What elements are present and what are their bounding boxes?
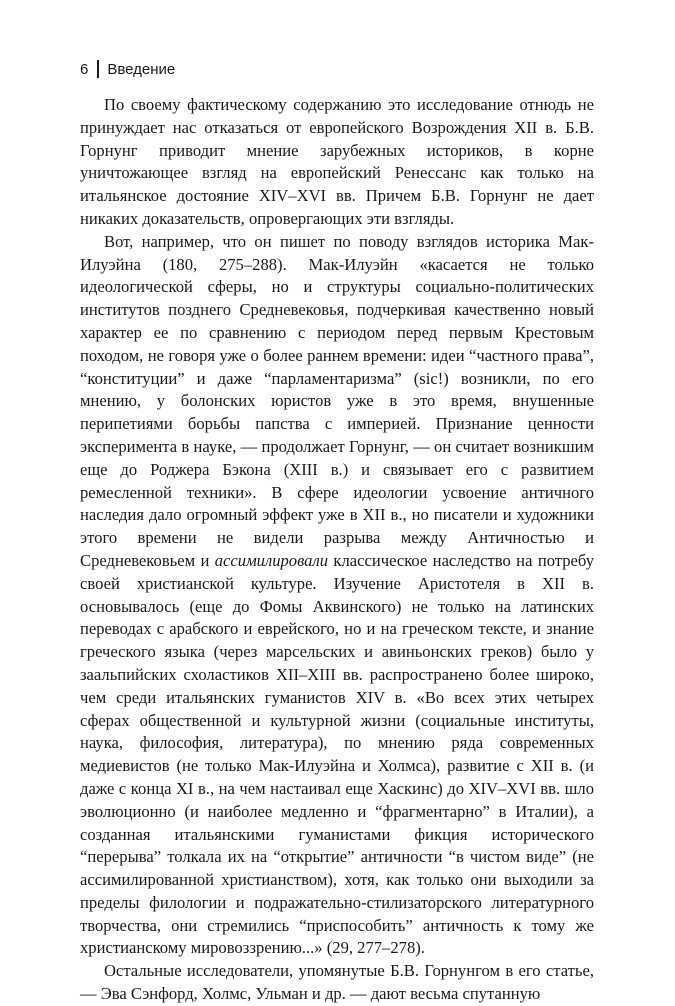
paragraph-3 — [80, 960, 594, 1006]
paragraph-2-text-after-italic: классическое наследство на потребу своей христианской культуре. Изучение Аристотеля в XII в. основывалось (еще до Фомы Аквинского) не только на латинских переводах с арабского и еврейского, но и на греческом тексте, и знание греческого языка (через марсельских и авиньонских греков) было у заальпийских схоластиков XII–XIII вв. распространено более широко, чем среди итальянских гуманистов XIV в. «Во всех этих четырех сферах общественной и культурной жизни (социальные институты, наука, философия, литература), по мнению ряда современных медиевистов (не только Мак-Илуэйна и Холмса), развитие с XII в. (и даже с конца XI в., на чем настаивал еще Хаскинс) до XIV–XVI вв. шло эволюционно (и наиболее медленно и “фрагментарно” в Италии), а созданная итальянскими гуманистами фикция исторического “перерыва” толкала их на “открытие” античности “в чистом виде” (не ассимилированной христианством), хотя, как только они выходили за пределы филологии и подражательно-стилизаторского литературного творчества, они стремились “приспособить” античность к тому же христианскому мировоззрению...» (29, 277–278). — [80, 550, 595, 958]
header-separator — [97, 60, 99, 78]
section-title: Введение — [107, 60, 176, 78]
paragraph-2 — [80, 231, 594, 961]
paragraph-2-italic-word: ассимилировали — [214, 550, 329, 570]
paragraph-2-text-before-italic: Вот, например, что он пишет по поводу взглядов историка Мак-Илуэйна (180, 275–288). Мак-Илуэйн «касается не только идеологической сферы, но и структуры социально-политических институтов позднего Средневековья, подчеркивая качественно новый характер ее по сравнению с периодом перед первым Крестовым походом, не говоря уже о более раннем времени: идеи “частного права”, “конституции” и даже “парламентаризма” (sic!) возникли, по его мнению, у болонских юристов уже в это время, внушенные перипетиями борьбы папства с империей. Признание ценности эксперимента в науке, — продолжает Горнунг, — он считает возникшим еще до Роджера Бэкона (XIII в.) и связывает его с развитием ремесленной техники». В сфере идеологии усвоение античного наследия дало огромный эффект уже в XII в., но писатели и художники этого времени не видели разрыва между Античностью и Средневековьем и — [80, 231, 594, 570]
paragraph-1-text: По своему фактическому содержанию это исследование отнюдь не принуждает нас отказаться от европейского Возрождения XII в. Б.В. Горнунг приводит мнение зарубежных историков, в корне уничтожающее взгляд на европейский Ренессанс как только на итальянское достояние XIV–XVI вв. Причем Б.В. Горнунг не дает никаких доказательств, опровергающих эти взгляды. — [80, 95, 594, 228]
running-head — [80, 60, 175, 78]
body-text — [80, 94, 594, 1006]
paragraph-1 — [80, 94, 594, 231]
paragraph-3-text: Остальные исследователи, упомянутые Б.В. Горнунгом в его статье, — Эва Сэнфорд, Холмс, Ульман и др. — дают весьма спутанную — [80, 961, 594, 1004]
page-number: 6 — [80, 60, 89, 78]
